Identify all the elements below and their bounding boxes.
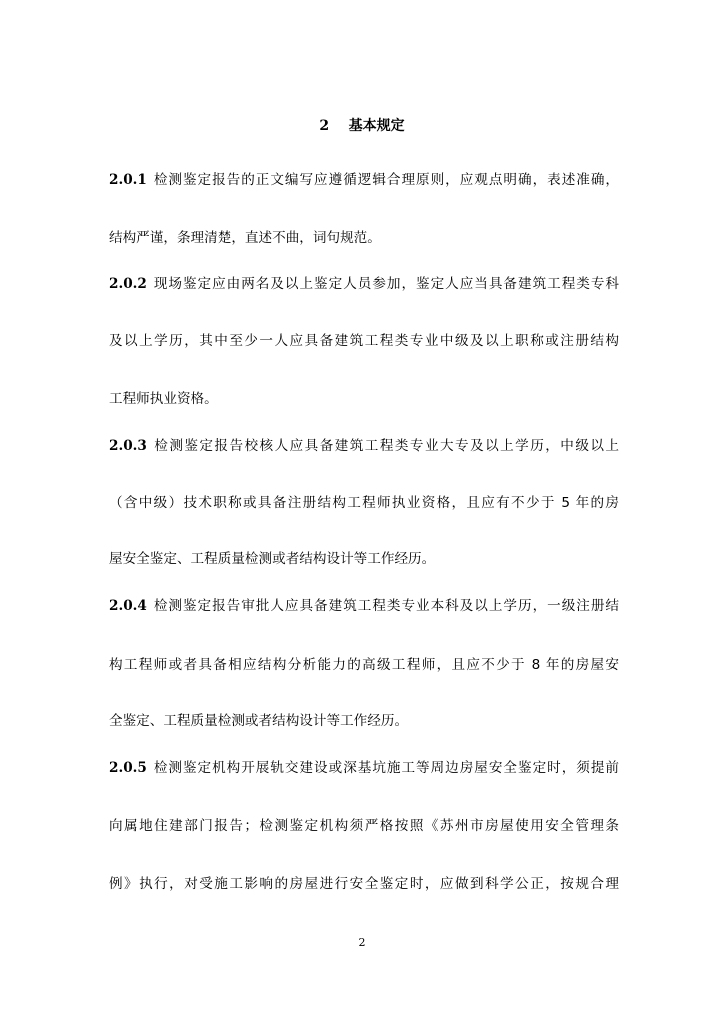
paragraph-text: 检测鉴定机构开展轨交建设或深基坑施工等周边房屋安全鉴定时，须提前	[152, 760, 619, 776]
clause-number: 2.0.5	[109, 760, 147, 776]
paragraph-line	[109, 656, 619, 674]
paragraph-text: 及以上学历，其中至少一人应具备建筑工程类专业中级及以上职称或注册结构	[109, 333, 619, 349]
paragraph-text: 检测鉴定报告审批人应具备建筑工程类专业本科及以上学历，一级注册结	[152, 598, 619, 614]
paragraph-text: 结构严谨，条理清楚，直述不曲，词句规范。	[109, 230, 381, 246]
paragraph-text: 全鉴定、工程质量检测或者结构设计等工作经历。	[109, 713, 409, 729]
paragraph-line	[109, 712, 619, 730]
paragraph-line	[109, 494, 619, 512]
paragraph-text: （含中级）技术职称或具备注册结构工程师执业资格，且应有不少于 5 年的房	[109, 495, 619, 511]
paragraph-line	[109, 597, 619, 615]
paragraph-line	[109, 817, 619, 835]
paragraph-line	[109, 550, 619, 568]
paragraph-line	[109, 437, 619, 455]
section-title: 基本规定	[348, 118, 405, 134]
paragraph-text: 现场鉴定应由两名及以上鉴定人员参加，鉴定人应当具备建筑工程类专科	[152, 276, 619, 292]
page-number: 2	[358, 936, 366, 949]
paragraph-line	[109, 875, 619, 893]
paragraph-line	[109, 759, 619, 777]
section-heading	[0, 115, 724, 135]
clause-number: 2.0.1	[109, 172, 147, 188]
clause-number: 2.0.3	[109, 438, 147, 454]
paragraph-text: 构工程师或者具备相应结构分析能力的高级工程师，且应不少于 8 年的房屋安	[109, 657, 619, 673]
section-number: 2	[319, 118, 330, 134]
paragraph-text: 检测鉴定报告的正文编写应遵循逻辑合理原则，应观点明确，表述准确，	[152, 172, 619, 188]
paragraph-line	[109, 229, 619, 247]
paragraph-line	[109, 275, 619, 293]
clause-number: 2.0.2	[109, 276, 147, 292]
paragraph-line	[109, 171, 619, 189]
paragraph-line	[109, 332, 619, 350]
paragraph-text: 工程师执业资格。	[109, 391, 218, 407]
paragraph-text: 检测鉴定报告校核人应具备建筑工程类专业大专及以上学历，中级以上	[152, 438, 619, 454]
paragraph-line	[109, 390, 619, 408]
paragraph-text: 屋安全鉴定、工程质量检测或者结构设计等工作经历。	[109, 551, 436, 567]
paragraph-text: 向属地住建部门报告；检测鉴定机构须严格按照《苏州市房屋使用安全管理条	[109, 818, 619, 834]
clause-number: 2.0.4	[109, 598, 147, 614]
paragraph-text: 例》执行，对受施工影响的房屋进行安全鉴定时，应做到科学公正，按规合理	[109, 876, 619, 892]
